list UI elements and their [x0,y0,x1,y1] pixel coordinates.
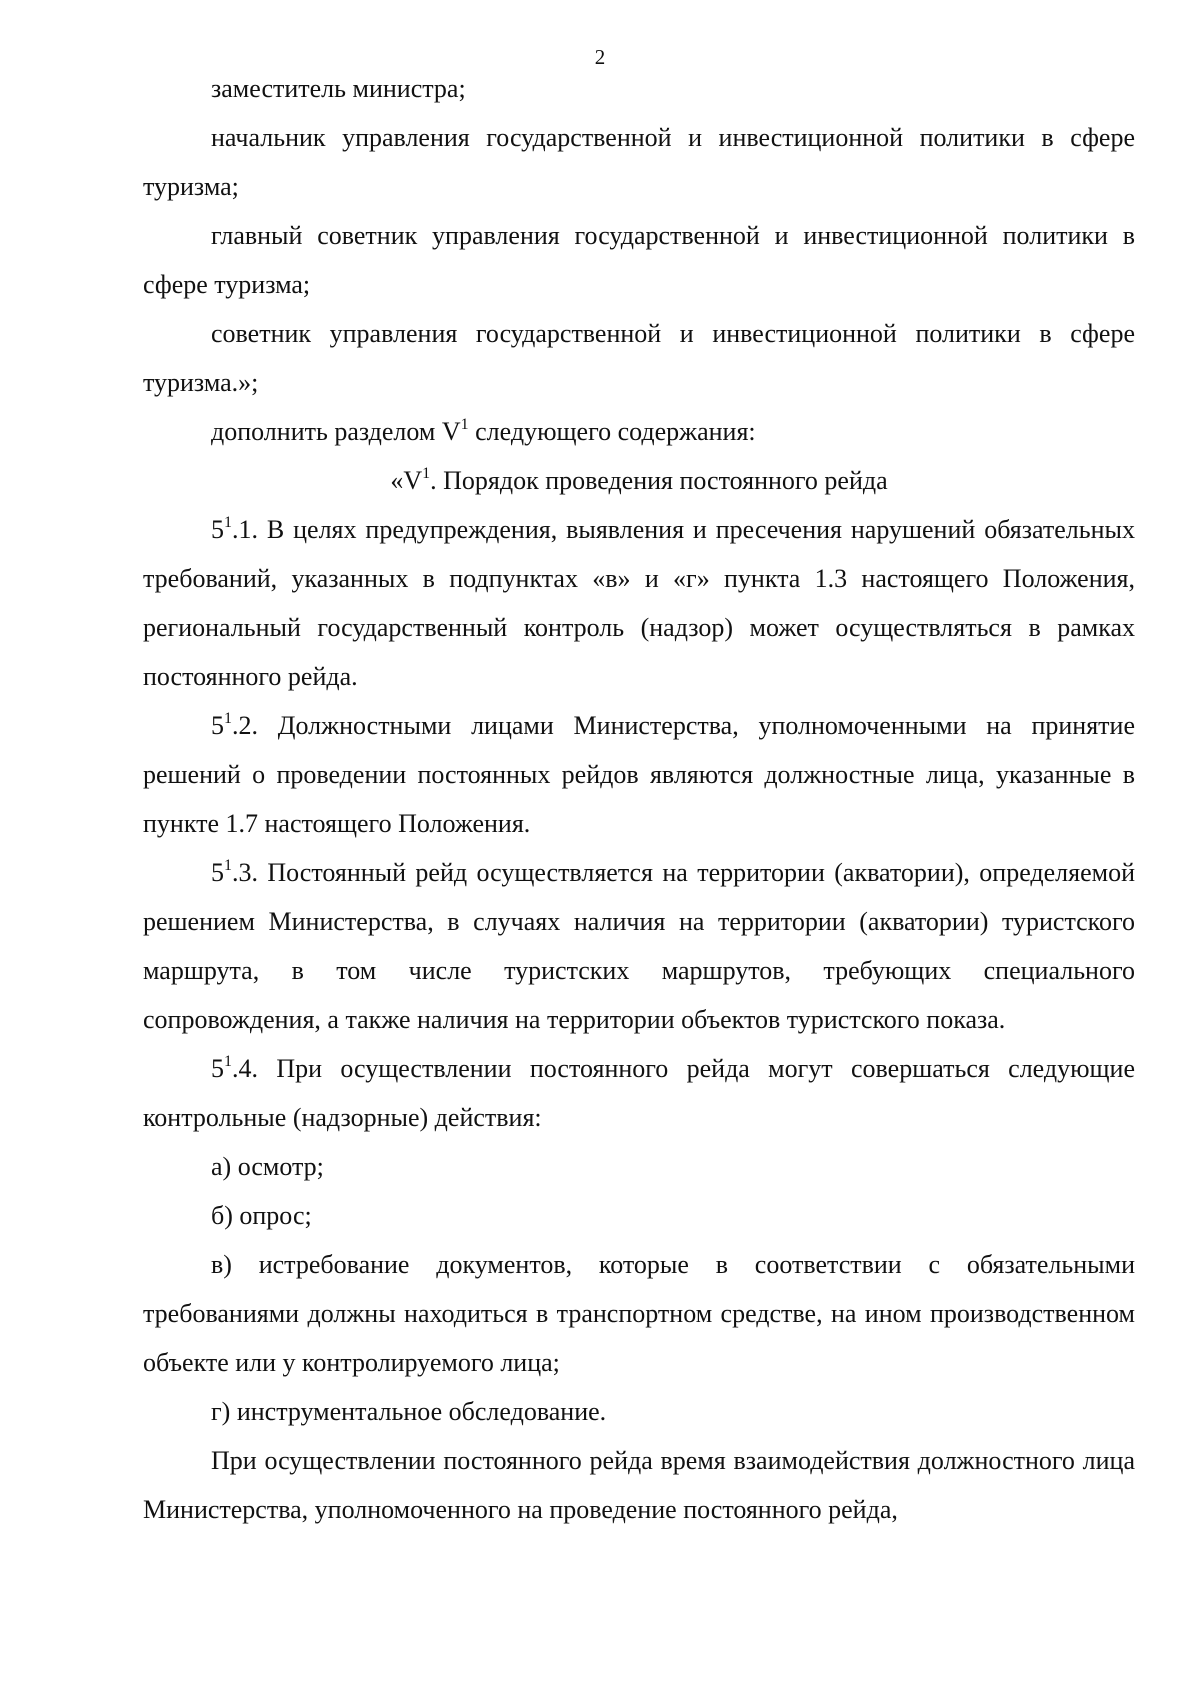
document-body [143,64,1135,1534]
clause-5-1-3 [143,848,1135,1044]
clause-5-1-1 [143,505,1135,701]
clause-5-1-2 [143,701,1135,848]
superscript: 1 [224,857,232,874]
clause-number: 5 [211,711,224,740]
paragraph-deputy-minister: заместитель министра; [211,74,466,103]
list-item-documents: в) истребование документов, которые в соответствии с обязательными требованиями должны находиться в транспортном средстве, на ином производственном объекте или у контролируемого лица; [143,1250,1135,1377]
clause-text: .4. При осуществлении постоянного рейда могут совершаться следующие контрольные (надзорные) действия: [143,1054,1135,1132]
paragraph-advisor: советник управления государственной и инвестиционной политики в сфере туризма.»; [143,319,1135,397]
clause-text: .1. В целях предупреждения, выявления и пресечения нарушений обязательных требований, указанных в подпунктах «в» и «г» пункта 1.3 настоящего Положения, региональный государственный контроль (надзор) может осуществляться в рамках постоянного рейда. [143,515,1135,691]
section-heading [143,456,1135,505]
clause-number: 5 [211,515,224,544]
paragraph-add-section-text-end: следующего содержания: [468,417,756,446]
list-item-inspection: а) осмотр; [211,1152,324,1181]
superscript: 1 [224,710,232,727]
clause-number: 5 [211,1054,224,1083]
clause-number: 5 [211,858,224,887]
paragraph-add-section-text: дополнить разделом V [211,417,461,446]
paragraph-head-of-department: начальник управления государственной и инвестиционной политики в сфере туризма; [143,123,1135,201]
paragraph-add-section [143,407,1135,456]
list-item-instrumental: г) инструментальное обследование. [211,1397,607,1426]
clause-5-1-4 [143,1044,1135,1142]
superscript: 1 [224,514,232,531]
section-heading-end: . Порядок проведения постоянного рейда [430,466,888,495]
superscript: 1 [460,416,469,433]
paragraph-chief-advisor: главный советник управления государственной и инвестиционной политики в сфере туризма; [143,221,1135,299]
superscript: 1 [224,1053,232,1070]
page-number: 2 [594,45,606,69]
section-heading-start: «V [390,466,423,495]
list-item-survey: б) опрос; [211,1201,312,1230]
clause-text: .2. Должностными лицами Министерства, уполномоченными на принятие решений о проведении постоянных рейдов являются должностные лица, указанные в пункте 1.7 настоящего Положения. [143,711,1135,838]
paragraph-interaction-time: При осуществлении постоянного рейда время взаимодействия должностного лица Министерства, уполномоченного на проведение постоянного рейда, [143,1446,1135,1524]
superscript: 1 [422,465,431,482]
clause-text: .3. Постоянный рейд осуществляется на территории (акватории), определяемой решением Министерства, в случаях наличия на территории (акватории) туристского маршрута, в том числе туристских маршрутов, требующих специального сопровождения, а также наличия на территории объектов туристского показа. [143,858,1135,1034]
